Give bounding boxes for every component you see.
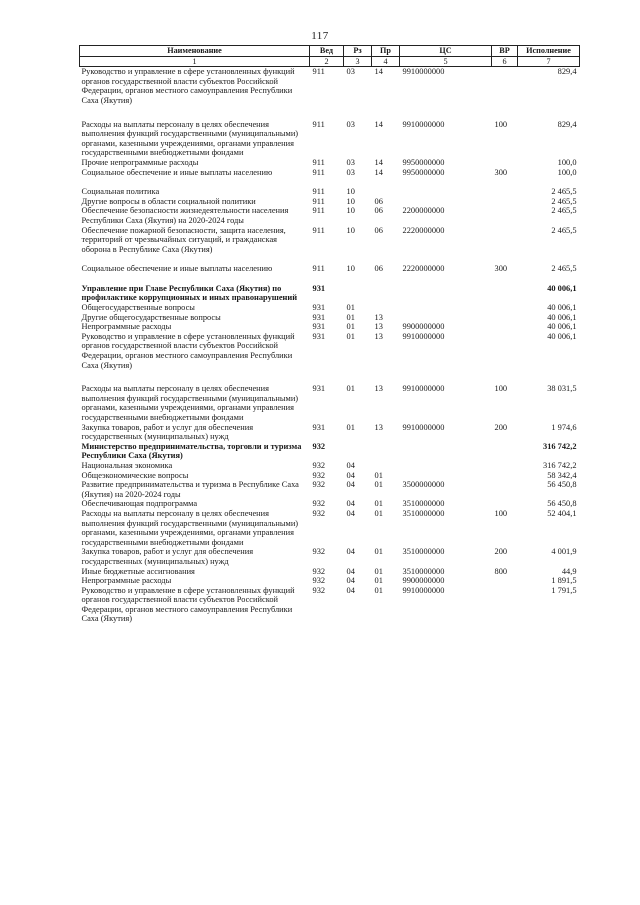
table-row — [80, 442, 580, 461]
column-number: 5 — [400, 56, 492, 67]
cell-name: Руководство и управление в сфере установленных функций органов государственной власти субъектов Российской Федерации, органов местного самоуправления Республики Саха (Якутия) — [81, 331, 295, 370]
cell-rz: 03 — [346, 157, 355, 167]
table-row — [80, 67, 580, 106]
cell-vr: 200 — [494, 547, 508, 557]
cell-rz: 01 — [346, 384, 355, 394]
cell-pr — [372, 461, 400, 471]
cell-vr — [492, 586, 518, 624]
cell-pr: 06 — [374, 206, 383, 216]
cell-pr: 14 — [374, 119, 383, 129]
cell-name: Расходы на выплаты персоналу в целях обеспечения выполнения функций государственными (муниципальными) органами, казенными учреждениями, органами управления государственными внебюджетными фондами — [81, 119, 299, 158]
cell-ved: 911 — [312, 206, 325, 216]
cell-cs: 9900000000 — [402, 322, 445, 332]
cell-ved: 932 — [312, 547, 326, 557]
cell-amount: 316 742,2 — [543, 460, 577, 470]
cell-rz: 04 — [346, 508, 355, 518]
cell-ved: 932 — [312, 576, 326, 586]
cell-rz: 04 — [346, 576, 355, 586]
cell-pr: 01 — [374, 470, 383, 480]
table-row — [80, 313, 580, 323]
cell-amount: 100,0 — [557, 167, 577, 177]
cell-cs: 9910000000 — [402, 67, 445, 77]
table-row — [80, 303, 580, 313]
cell-cs: 9910000000 — [402, 422, 445, 432]
spacer-cell — [80, 254, 580, 264]
cell-cs: 3510000000 — [402, 508, 445, 518]
cell-ved: 911 — [312, 196, 325, 206]
cell-rz: 10 — [346, 196, 355, 206]
cell-name: Закупка товаров, работ и услуг для обеспечения государственных (муниципальных) нужд — [81, 547, 254, 566]
cell-amount: 2 465,5 — [551, 187, 577, 197]
table-row — [80, 120, 580, 158]
cell-rz: 01 — [346, 312, 355, 322]
cell-name: Непрограммные расходы — [81, 322, 172, 332]
column-header-pr: Пр — [372, 46, 400, 57]
table-row — [80, 197, 580, 207]
spacer-cell — [80, 370, 580, 384]
cell-name: Обеспечение пожарной безопасности, защита населения, территорий от чрезвычайных ситуаций, и гражданская оборона в Республике Саха (Якутия) — [81, 225, 286, 254]
table-row — [80, 480, 580, 499]
row-spacer — [80, 106, 580, 120]
cell-cs — [400, 284, 492, 303]
cell-amount: 829,4 — [557, 119, 577, 129]
cell-name: Обеспечение безопасности жизнедеятельности населения Республики Саха (Якутия) на 2020-2024 годы — [81, 206, 289, 225]
cell-ved: 932 — [312, 470, 326, 480]
cell-vr: 100 — [494, 384, 508, 394]
cell-rz: 10 — [346, 187, 355, 197]
table-row — [80, 264, 580, 274]
budget-table — [79, 45, 580, 624]
cell-rz: 10 — [346, 206, 355, 216]
cell-rz: 01 — [346, 322, 355, 332]
cell-pr: 06 — [374, 196, 383, 206]
cell-vr — [492, 499, 518, 509]
cell-vr: 300 — [494, 167, 508, 177]
column-header-vr: ВР — [492, 46, 518, 57]
table-row — [80, 322, 580, 332]
cell-pr: 13 — [374, 384, 383, 394]
cell-name: Руководство и управление в сфере установленных функций органов государственной власти субъектов Российской Федерации, органов местного самоуправления Республики Саха (Якутия) — [81, 585, 295, 624]
cell-cs: 2200000000 — [402, 206, 445, 216]
cell-cs — [400, 471, 492, 481]
cell-vr — [492, 187, 518, 197]
cell-name: Социальное обеспечение и иные выплаты населению — [81, 264, 273, 274]
table-row — [80, 384, 580, 422]
cell-vr — [492, 284, 518, 303]
cell-rz: 04 — [346, 585, 355, 595]
cell-pr: 01 — [374, 576, 383, 586]
cell-ved: 931 — [312, 322, 326, 332]
table-row — [80, 576, 580, 586]
column-header-ved: Вед — [310, 46, 344, 57]
cell-vr — [492, 332, 518, 370]
page-number: 117 — [311, 30, 329, 42]
cell-pr: 01 — [374, 566, 383, 576]
cell-amount: 40 006,1 — [547, 303, 577, 313]
cell-amount: 38 031,5 — [547, 384, 577, 394]
cell-cs — [400, 187, 492, 197]
cell-amount: 100,0 — [557, 157, 577, 167]
cell-amount: 2 465,5 — [551, 196, 577, 206]
table-row — [80, 471, 580, 481]
cell-cs: 9910000000 — [402, 585, 445, 595]
cell-pr — [372, 187, 400, 197]
cell-vr: 100 — [494, 119, 508, 129]
cell-rz: 01 — [346, 331, 355, 341]
column-header-cs: ЦС — [400, 46, 492, 57]
cell-name: Прочие непрограммные расходы — [81, 157, 199, 167]
cell-amount: 40 006,1 — [547, 312, 577, 322]
table-row — [80, 158, 580, 168]
table-row — [80, 187, 580, 197]
cell-name: Министерство предпринимательства, торговли и туризма Республики Саха (Якутия) — [81, 441, 302, 461]
cell-vr — [492, 461, 518, 471]
cell-ved: 932 — [312, 480, 326, 490]
cell-name: Иные бюджетные ассигнования — [81, 566, 195, 576]
cell-vr: 800 — [494, 566, 508, 576]
cell-amount: 1 791,5 — [551, 585, 577, 595]
cell-cs: 9910000000 — [402, 331, 445, 341]
cell-ved: 931 — [312, 422, 326, 432]
cell-vr — [492, 197, 518, 207]
cell-vr — [492, 442, 518, 461]
cell-amount: 2 465,5 — [551, 206, 577, 216]
spacer-cell — [80, 177, 580, 187]
table-row — [80, 332, 580, 370]
cell-pr: 01 — [374, 547, 383, 557]
cell-pr — [372, 442, 400, 461]
header-row — [80, 46, 580, 57]
cell-name: Непрограммные расходы — [81, 576, 172, 586]
cell-cs — [400, 442, 492, 461]
cell-name: Общеэкономические вопросы — [81, 470, 189, 480]
column-header-rz: Рз — [344, 46, 372, 57]
cell-cs: 2220000000 — [402, 264, 445, 274]
cell-ved: 911 — [312, 157, 325, 167]
cell-amount: 52 404,1 — [547, 508, 577, 518]
spacer-cell — [80, 274, 580, 284]
cell-vr — [492, 67, 518, 106]
cell-vr: 200 — [494, 422, 508, 432]
cell-cs — [400, 303, 492, 313]
cell-rz: 10 — [346, 225, 355, 235]
header-number-row — [80, 56, 580, 67]
table-row — [80, 461, 580, 471]
cell-name: Управление при Главе Республики Саха (Якутия) по профилактике коррупционных и иных правонарушений — [81, 283, 298, 303]
cell-cs: 3510000000 — [402, 499, 445, 509]
cell-amount: 58 342,4 — [547, 470, 577, 480]
table-row — [80, 586, 580, 624]
cell-name: Закупка товаров, работ и услуг для обеспечения государственных (муниципальных) нужд — [81, 422, 254, 442]
cell-pr: 13 — [374, 322, 383, 332]
cell-cs: 2220000000 — [402, 225, 445, 235]
column-number: 1 — [80, 56, 310, 67]
cell-cs: 9900000000 — [402, 576, 445, 586]
column-number: 6 — [492, 56, 518, 67]
cell-rz — [344, 442, 372, 461]
cell-pr: 01 — [374, 499, 383, 509]
cell-vr — [492, 206, 518, 225]
cell-amount: 829,4 — [557, 67, 577, 77]
cell-rz: 04 — [346, 566, 355, 576]
column-header-execution: Исполнение — [518, 46, 580, 57]
cell-vr — [492, 226, 518, 255]
row-spacer — [80, 370, 580, 384]
cell-rz: 04 — [346, 547, 355, 557]
cell-ved: 911 — [312, 187, 325, 197]
cell-name: Другие общегосударственные вопросы — [81, 312, 221, 322]
cell-pr: 14 — [374, 157, 383, 167]
cell-ved: 911 — [312, 119, 325, 129]
cell-rz: 04 — [346, 499, 355, 509]
cell-pr: 01 — [374, 585, 383, 595]
cell-rz: 04 — [346, 480, 355, 490]
column-number: 4 — [372, 56, 400, 67]
cell-rz: 01 — [346, 303, 355, 313]
cell-ved: 932 — [312, 460, 326, 470]
table-row — [80, 284, 580, 303]
cell-amount: 1 974,6 — [551, 422, 577, 432]
cell-ved: 932 — [312, 566, 326, 576]
cell-vr: 100 — [494, 508, 508, 518]
cell-vr — [492, 480, 518, 499]
cell-ved: 931 — [312, 303, 326, 313]
table-body — [80, 67, 580, 624]
cell-name: Другие вопросы в области социальной политики — [81, 196, 256, 206]
cell-cs: 3500000000 — [402, 480, 445, 490]
cell-amount: 56 450,8 — [547, 499, 577, 509]
cell-ved: 932 — [312, 441, 326, 451]
cell-name: Обеспечивающая подпрограмма — [81, 499, 198, 509]
table-row — [80, 567, 580, 577]
cell-rz — [344, 284, 372, 303]
column-header-name: Наименование — [80, 46, 310, 57]
cell-vr — [492, 471, 518, 481]
cell-rz: 10 — [346, 264, 355, 274]
cell-pr: 06 — [374, 264, 383, 274]
cell-ved: 931 — [312, 283, 326, 293]
cell-name: Общегосударственные вопросы — [81, 303, 195, 313]
cell-vr — [492, 313, 518, 323]
table-row — [80, 547, 580, 566]
cell-name: Социальное обеспечение и иные выплаты населению — [81, 167, 273, 177]
cell-cs — [400, 197, 492, 207]
cell-ved: 932 — [312, 499, 326, 509]
spacer-cell — [80, 106, 580, 120]
cell-pr: 14 — [374, 67, 383, 77]
table-row — [80, 168, 580, 178]
table-row — [80, 509, 580, 547]
column-number: 7 — [518, 56, 580, 67]
cell-ved: 932 — [312, 585, 326, 595]
cell-pr: 13 — [374, 331, 383, 341]
cell-name: Развитие предпринимательства и туризма в Республике Саха (Якутия) на 2020-2024 годы — [81, 480, 299, 499]
cell-amount: 56 450,8 — [547, 480, 577, 490]
cell-pr: 01 — [374, 508, 383, 518]
cell-amount: 40 006,1 — [547, 322, 577, 332]
cell-amount: 2 465,5 — [551, 225, 577, 235]
cell-pr: 13 — [374, 312, 383, 322]
cell-amount: 40 006,1 — [547, 283, 577, 293]
cell-pr — [372, 284, 400, 303]
cell-pr — [372, 303, 400, 313]
table-row — [80, 499, 580, 509]
cell-name: Расходы на выплаты персоналу в целях обеспечения выполнения функций государственными (муниципальными) органами, казенными учреждениями, органами управления государственными внебюджетными фондами — [81, 384, 299, 422]
cell-name: Национальная экономика — [81, 460, 173, 470]
cell-vr — [492, 158, 518, 168]
cell-rz: 03 — [346, 119, 355, 129]
cell-rz: 04 — [346, 470, 355, 480]
column-number: 2 — [310, 56, 344, 67]
cell-cs — [400, 313, 492, 323]
cell-ved: 911 — [312, 225, 325, 235]
cell-ved: 931 — [312, 331, 326, 341]
table-row — [80, 226, 580, 255]
cell-cs: 3510000000 — [402, 547, 445, 557]
cell-vr — [492, 303, 518, 313]
cell-ved: 932 — [312, 508, 326, 518]
cell-rz: 03 — [346, 67, 355, 77]
cell-cs: 3510000000 — [402, 566, 445, 576]
cell-ved: 911 — [312, 167, 325, 177]
cell-cs: 9950000000 — [402, 157, 445, 167]
table-row — [80, 206, 580, 225]
cell-amount: 40 006,1 — [547, 331, 577, 341]
cell-ved: 911 — [312, 67, 325, 77]
cell-cs — [400, 461, 492, 471]
column-number: 3 — [344, 56, 372, 67]
cell-ved: 931 — [312, 384, 326, 394]
cell-amount: 316 742,2 — [543, 441, 577, 451]
cell-ved: 911 — [312, 264, 325, 274]
cell-vr: 300 — [494, 264, 508, 274]
cell-vr — [492, 576, 518, 586]
row-spacer — [80, 254, 580, 264]
cell-cs: 9910000000 — [402, 119, 445, 129]
cell-name: Расходы на выплаты персоналу в целях обеспечения выполнения функций государственными (муниципальными) органами, казенными учреждениями, органами управления государственными внебюджетными фондами — [81, 508, 299, 547]
cell-pr: 01 — [374, 480, 383, 490]
cell-amount: 44,9 — [561, 566, 577, 576]
cell-cs: 9950000000 — [402, 167, 445, 177]
cell-amount: 1 891,5 — [551, 576, 577, 586]
cell-pr: 06 — [374, 225, 383, 235]
cell-rz: 04 — [346, 460, 355, 470]
cell-amount: 4 001,9 — [551, 547, 577, 557]
cell-ved: 931 — [312, 312, 326, 322]
cell-pr: 14 — [374, 167, 383, 177]
cell-cs: 9910000000 — [402, 384, 445, 394]
row-spacer — [80, 177, 580, 187]
cell-name: Социальная политика — [81, 187, 160, 197]
cell-rz: 01 — [346, 422, 355, 432]
row-spacer — [80, 274, 580, 284]
cell-pr: 13 — [374, 422, 383, 432]
cell-vr — [492, 322, 518, 332]
cell-rz: 03 — [346, 167, 355, 177]
table-row — [80, 423, 580, 442]
cell-name: Руководство и управление в сфере установленных функций органов государственной власти субъектов Российской Федерации, органов местного самоуправления Республики Саха (Якутия) — [81, 67, 295, 105]
cell-amount: 2 465,5 — [551, 264, 577, 274]
